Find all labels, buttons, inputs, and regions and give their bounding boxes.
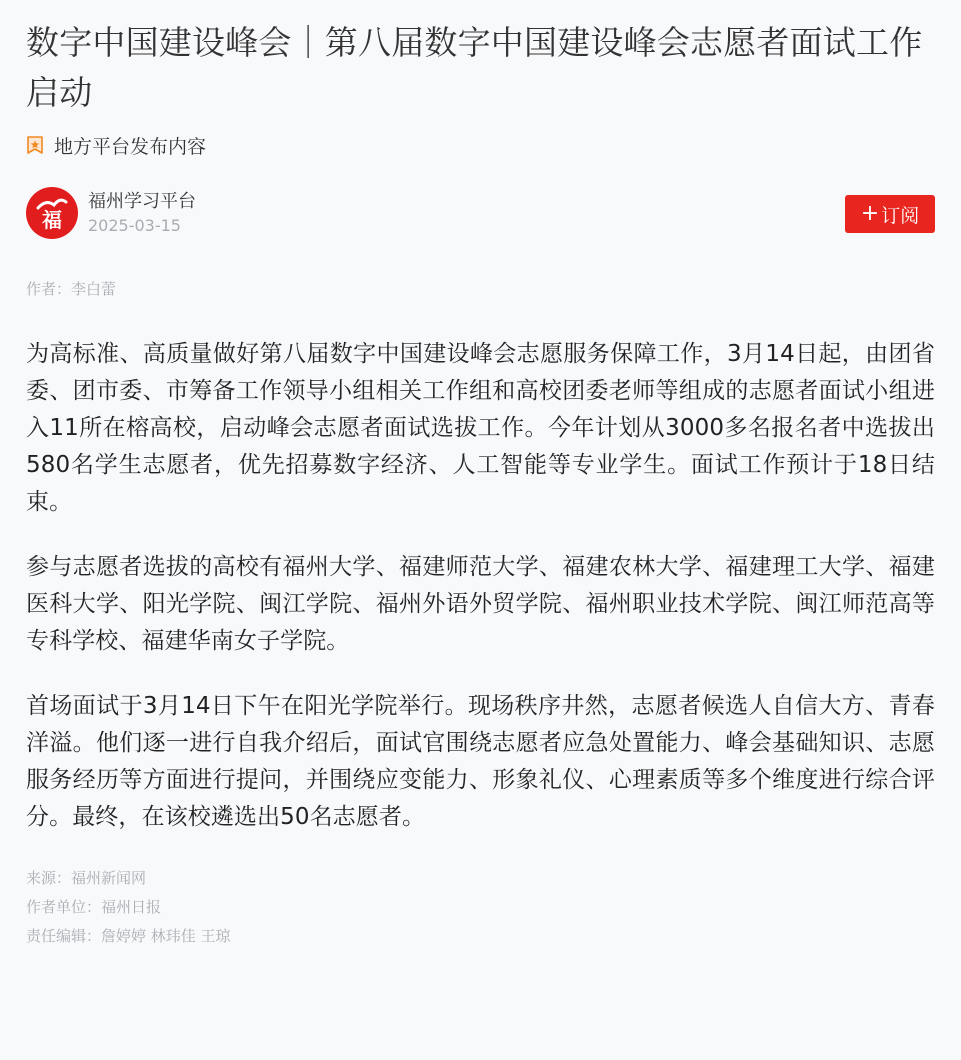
subscribe-label: 订阅 [881, 204, 920, 227]
article-title: 数字中国建设峰会｜第八届数字中国建设峰会志愿者面试工作启动 [26, 23, 923, 112]
publish-date: 2025-03-15 [88, 216, 181, 235]
article-paragraph: 参与志愿者选拔的高校有福州大学、福建师范大学、福建农林大学、福建理工大学、福建医科大学、阳光学院、闽江学院、福州外语外贸学院、福州职业技术学院、闽江师范高等专科学校、福建华南女子学院。 [26, 554, 935, 654]
avatar-glyph: 福 [42, 208, 62, 232]
publisher-name[interactable]: 福州学习平台 [88, 191, 196, 212]
source-tag [26, 132, 935, 158]
author-byline: 作者：李白蕾 [26, 280, 117, 298]
article-paragraph: 为高标准、高质量做好第八届数字中国建设峰会志愿服务保障工作，3月14日起，由团省委、团市委、市筹备工作领导小组相关工作组和高校团委老师等组成的志愿者面试小组进入11所在榕高校，启动峰会志愿者面试选拔工作。今年计划从3000多名报名者中选拔出580名学生志愿者，优先招募数字经济、人工智能等专业学生。面试工作预计于18日结束。 [26, 341, 935, 515]
article-footer [26, 864, 935, 951]
publisher-header [26, 185, 935, 241]
article-paragraph: 首场面试于3月14日下午在阳光学院举行。现场秩序井然，志愿者候选人自信大方、青春洋溢。他们逐一进行自我介绍后，面试官围绕志愿者应急处置能力、峰会基础知识、志愿服务经历等方面进行提问，并围绕应变能力、形象礼仪、心理素质等多个维度进行综合评分。最终，在该校遴选出50名志愿者。 [26, 693, 935, 830]
publisher-avatar[interactable] [26, 187, 78, 239]
bookmark-star-icon [26, 136, 44, 154]
source-tag-label: 地方平台发布内容 [54, 135, 207, 158]
fuzhou-logo-icon [32, 193, 72, 233]
editor-line: 责任编辑：詹婷婷 林玮佳 王琼 [26, 927, 231, 945]
article-body [26, 336, 935, 836]
publisher-meta [88, 189, 196, 237]
plus-icon: + [860, 201, 880, 226]
author-unit-line: 作者单位：福州日报 [26, 898, 162, 916]
subscribe-button[interactable] [845, 195, 935, 233]
source-line: 来源：福州新闻网 [26, 869, 147, 887]
